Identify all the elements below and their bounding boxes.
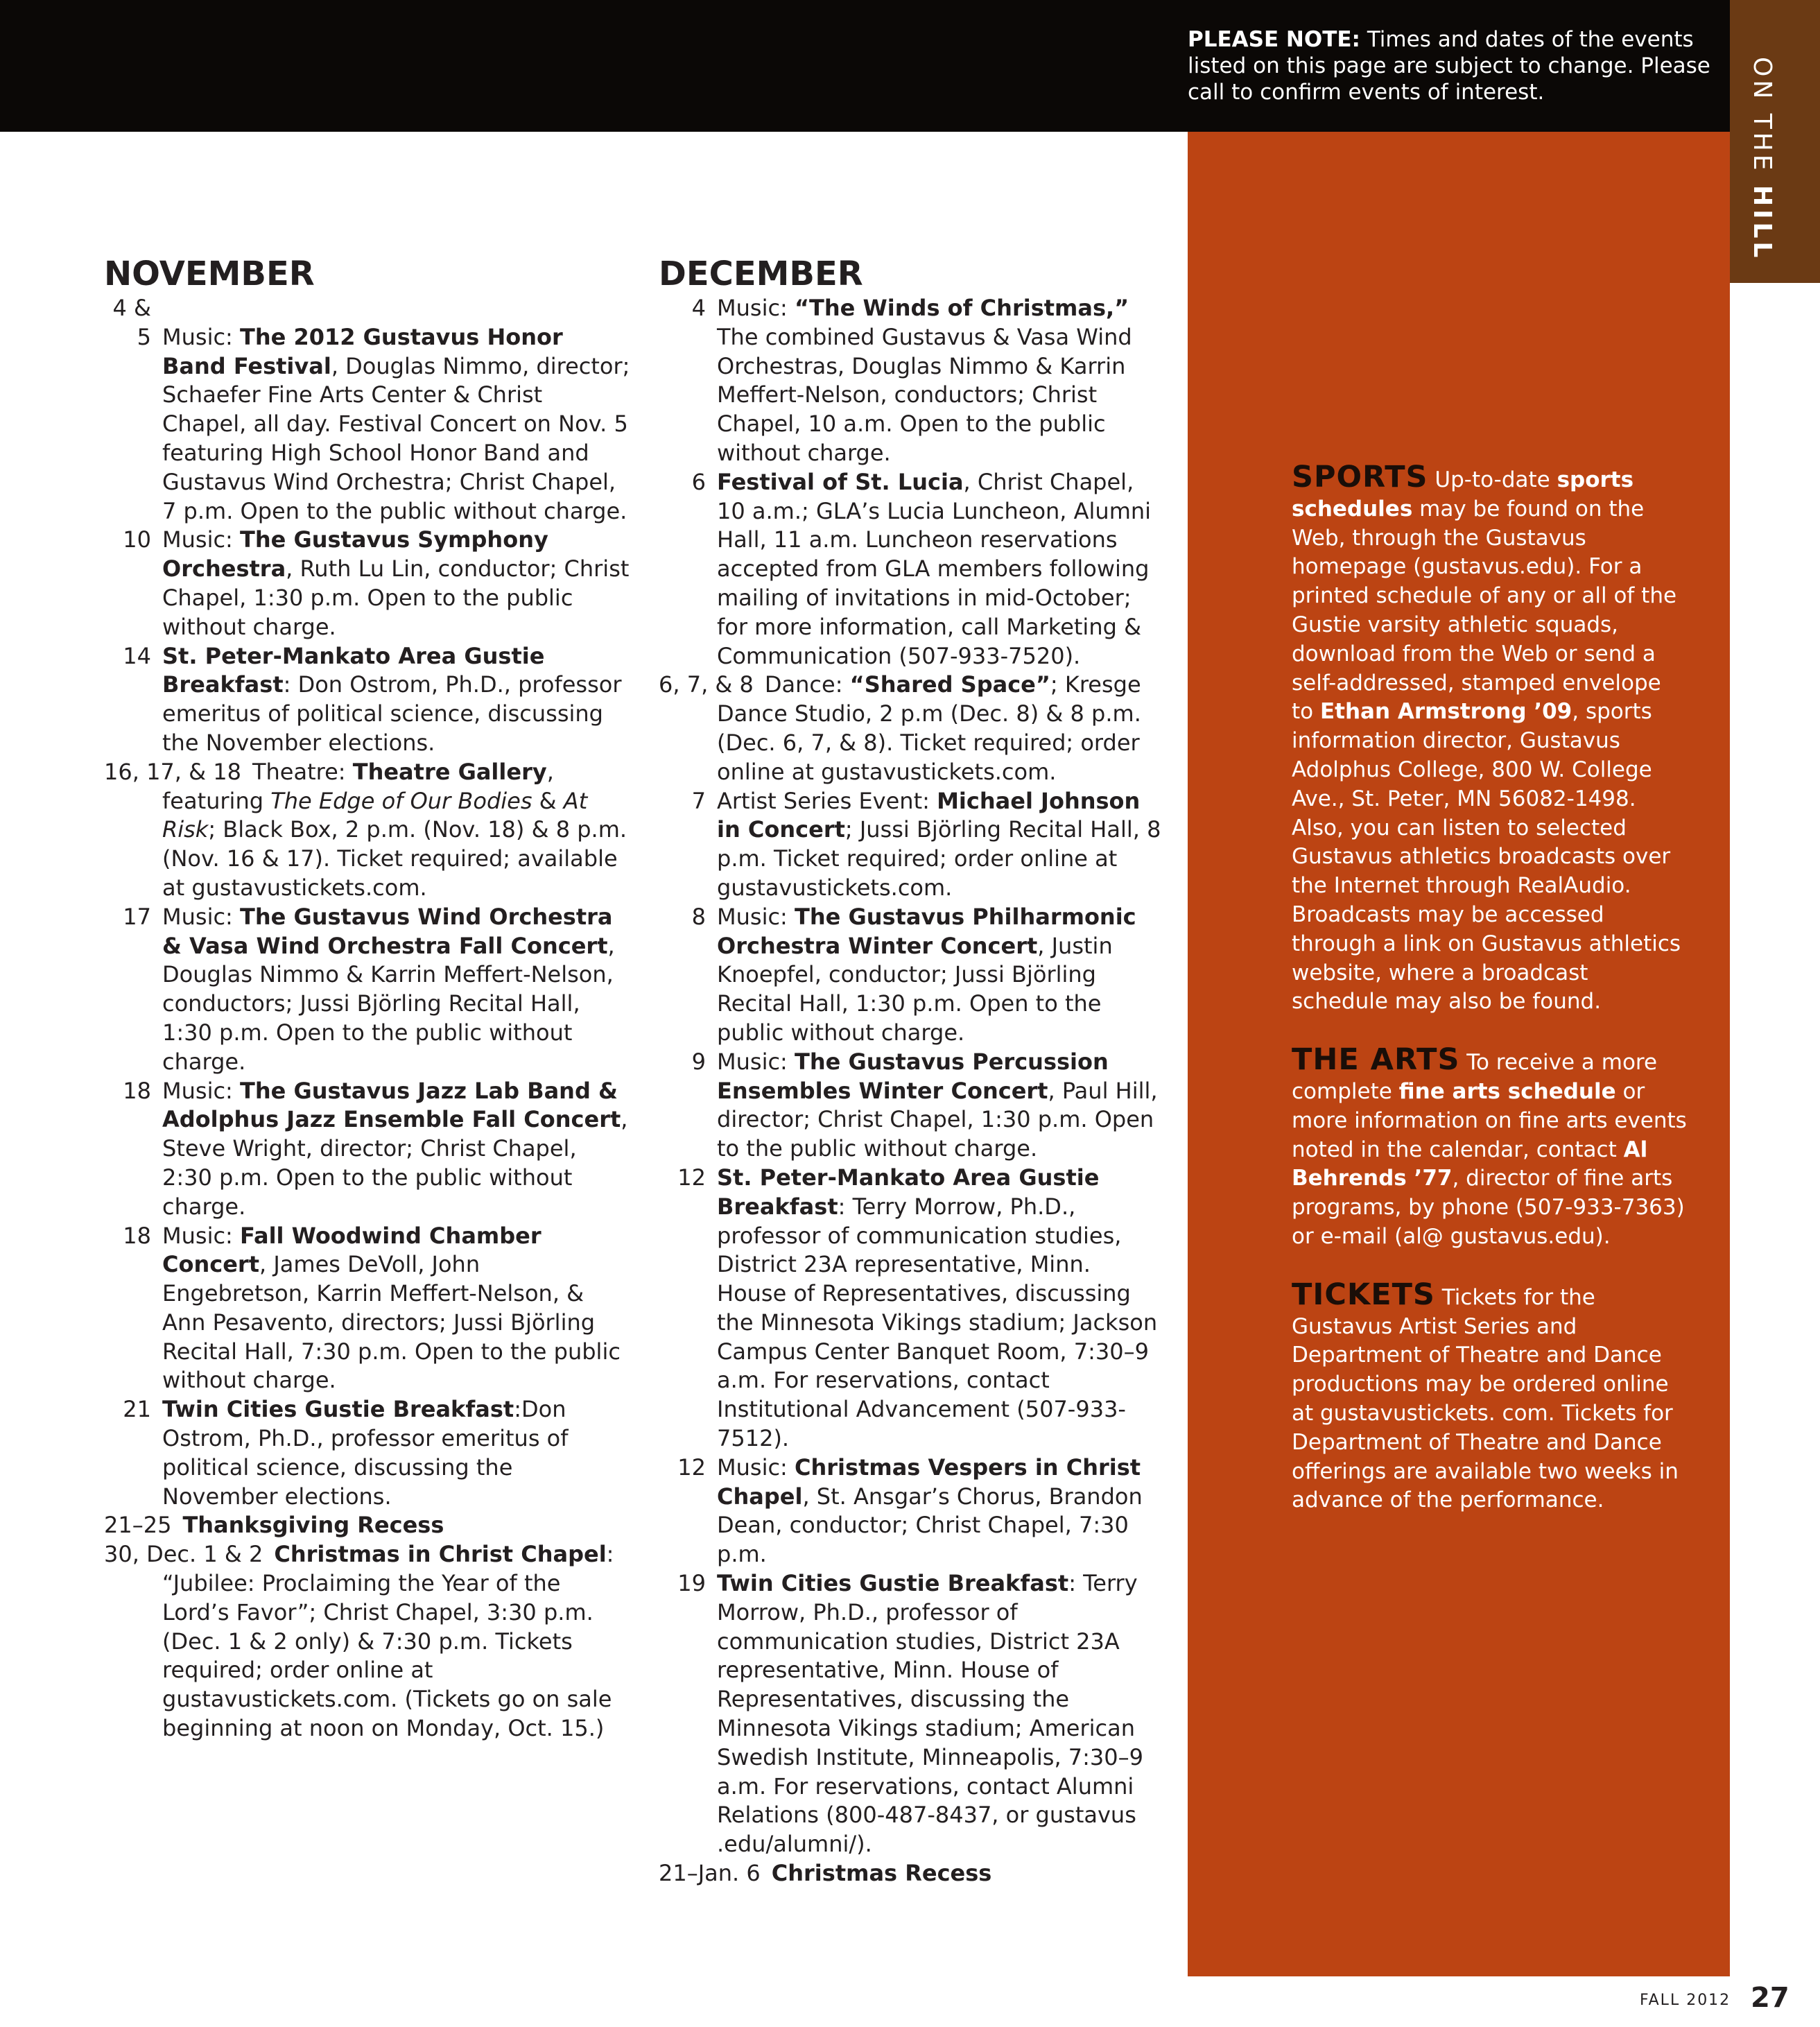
bold-text: The 2012 Gustavus Honor Band Festival bbox=[162, 323, 563, 379]
event-date: 12 bbox=[677, 1164, 706, 1191]
bold-text: fine arts schedule bbox=[1398, 1078, 1616, 1104]
bold-text: Twin Cities Gustie Breakfast bbox=[717, 1570, 1069, 1597]
text: , director of fine arts programs, by phone (507-933-7363) or e-mail (al@ gustavus.edu). bbox=[1292, 1166, 1685, 1249]
note-label: PLEASE NOTE: bbox=[1188, 27, 1360, 52]
month-heading-november: NOVEMBER bbox=[104, 255, 315, 293]
event-item bbox=[659, 1569, 1165, 1859]
bold-text: Theatre Gallery bbox=[352, 758, 547, 785]
month-heading-december: DECEMBER bbox=[659, 255, 863, 293]
text: , St. Ansgar’s Chorus, Brandon Dean, conductor; Christ Chapel, 7:30 p.m. bbox=[717, 1483, 1143, 1568]
text: The combined Gustavus & Vasa Wind Orchestras, Douglas Nimmo & Karrin Meffert-Nelson, conductors; Christ Chapel, 10 a.m. Open to the public without charge. bbox=[717, 323, 1132, 466]
event-date: 18 bbox=[123, 1222, 151, 1249]
bold-text: “Shared Space” bbox=[849, 671, 1050, 698]
text: :Don Ostrom, Ph.D., professor emeritus of political science, discussing the November elections. bbox=[162, 1396, 569, 1510]
text: & bbox=[532, 787, 564, 814]
bold-text: “The Winds of Christmas,” bbox=[795, 295, 1129, 321]
event-item bbox=[104, 642, 631, 758]
sidebar-heading: THE ARTS bbox=[1292, 1042, 1460, 1078]
text: , Steve Wright, director; Christ Chapel, 2:30 p.m. Open to the public without charge. bbox=[162, 1106, 628, 1220]
december-column bbox=[659, 254, 1165, 1888]
text: Music: bbox=[162, 903, 240, 930]
event-item bbox=[104, 1395, 631, 1511]
event-item bbox=[659, 1859, 1165, 1888]
text: , Ruth Lu Lin, conductor; Christ Chapel, 1:30 p.m. Open to the public without charge. bbox=[162, 555, 630, 640]
text: , Justin Knoepfel, conductor; Jussi Björling Recital Hall, 1:30 p.m. Open to the public without charge. bbox=[717, 932, 1113, 1046]
event-item bbox=[104, 526, 631, 641]
november-events bbox=[104, 294, 631, 1743]
event-date: 4 & 5 bbox=[112, 295, 151, 350]
sidebar-section-the-arts bbox=[1292, 1042, 1687, 1252]
sidebar-heading: TICKETS bbox=[1292, 1277, 1435, 1312]
italic-text: At Risk bbox=[162, 787, 588, 843]
event-date: 9 bbox=[691, 1048, 706, 1075]
text: Music: bbox=[717, 295, 795, 321]
bold-text: Ethan Armstrong ’09 bbox=[1319, 699, 1572, 725]
note-text: Times and dates of the events listed on this page are subject to change. Please call to confirm events of interest. bbox=[1188, 27, 1710, 105]
event-item bbox=[104, 903, 631, 1077]
text: , sports information director, Gustavus Adolphus College, 800 W. College Ave., St. Peter, MN 56082-1498. Also, you can listen to selected Gustavus athletics broadcasts over the Internet through RealAudio. Broadcasts may be accessed through a link on Gustavus athletics website, where a broadcast schedule may also be found. bbox=[1292, 699, 1681, 1015]
italic-text: The Edge of Our Bodies bbox=[270, 787, 532, 814]
event-item bbox=[659, 1454, 1165, 1569]
event-date: 16, 17, & 18 bbox=[104, 758, 241, 785]
event-item bbox=[104, 1222, 631, 1396]
sidebar-section-sports bbox=[1292, 460, 1687, 1017]
text: : Terry Morrow, Ph.D., professor of communication studies, District 23A representative, Minn. House of Representatives, discussing the Minnesota Vikings stadium; Jackson Campus Center Banquet Room, 7:30–9 a.m. For reservations, contact Institutional Advancement (507-933-7512). bbox=[717, 1193, 1158, 1452]
text: , Paul Hill, director; Christ Chapel, 1:30 p.m. Open to the public without charge. bbox=[717, 1077, 1158, 1162]
event-item bbox=[659, 787, 1165, 903]
event-item bbox=[104, 1511, 631, 1540]
november-column bbox=[104, 254, 631, 1743]
text: Music: bbox=[162, 323, 240, 350]
please-note bbox=[1188, 26, 1722, 105]
bold-text: Fall Woodwind Chamber Concert bbox=[162, 1222, 541, 1278]
text: Music: bbox=[162, 1222, 240, 1249]
event-item bbox=[104, 1077, 631, 1222]
text: ; Kresge Dance Studio, 2 p.m (Dec. 8) & 8 p.m. (Dec. 6, 7, & 8). Ticket required; order online at gustavustickets.com. bbox=[717, 671, 1141, 785]
event-date: 30, Dec. 1 & 2 bbox=[104, 1541, 263, 1568]
text: : “Jubilee: Proclaiming the Year of the Lord’s Favor”; Christ Chapel, 3:30 p.m. (Dec. 1 & 2 only) & 7:30 p.m. Tickets required; order online at gustavustickets.com. (Tickets go on sale beginning at noon on Monday, Oct. 15.) bbox=[162, 1541, 614, 1742]
text: , Douglas Nimmo, director; Schaefer Fine Arts Center & Christ Chapel, all day. Festival Concert on Nov. 5 featuring High School Honor Band and Gustavus Wind Orchestra; Christ Chapel, 7 p.m. Open to the public without charge. bbox=[162, 352, 630, 524]
bold-text: The Gustavus Wind Orchestra & Vasa Wind Orchestra Fall Concert bbox=[162, 903, 613, 959]
text: may be found on the Web, through the Gustavus homepage (gustavus.edu). For a printed schedule of any or all of the Gustie varsity athletic squads, download from the Web or send a self-addressed, stamped envelope to bbox=[1292, 496, 1677, 725]
event-date: 14 bbox=[123, 642, 151, 669]
event-date: 18 bbox=[123, 1077, 151, 1104]
sidebar-section-tickets bbox=[1292, 1277, 1687, 1515]
bold-text: The Gustavus Percussion Ensembles Winter Concert bbox=[717, 1048, 1109, 1104]
text: ; Jussi Björling Recital Hall, 8 p.m. Ticket required; order online at gustavustickets.com. bbox=[717, 816, 1161, 901]
event-item bbox=[104, 758, 631, 903]
bold-text: Christmas Recess bbox=[771, 1860, 992, 1887]
bold-text: Twin Cities Gustie Breakfast bbox=[162, 1396, 514, 1423]
text: , James DeVoll, John Engebretson, Karrin Meffert-Nelson, & Ann Pesavento, directors; Jussi Björling Recital Hall, 7:30 p.m. Open to the public without charge. bbox=[162, 1251, 621, 1394]
text: , Douglas Nimmo & Karrin Meffert-Nelson, conductors; Jussi Björling Recital Hall, 1:30 p.m. Open to the public without charge. bbox=[162, 932, 615, 1075]
text: or more information on fine arts events noted in the calendar, contact bbox=[1292, 1078, 1687, 1162]
tab-bold: HILL bbox=[1748, 184, 1776, 261]
sidebar-content bbox=[1292, 460, 1687, 1544]
event-item bbox=[104, 1540, 631, 1743]
text: Music: bbox=[717, 903, 795, 930]
bold-text: The Gustavus Symphony Orchestra bbox=[162, 526, 548, 583]
text: Theatre: bbox=[252, 758, 353, 785]
text: : Terry Morrow, Ph.D., professor of communication studies, District 23A representative, Minn. House of Representatives, discussing the Minnesota Vikings stadium; American Swedish Institute, Minneapolis, 7:30–9 a.m. For reservations, contact Alumni Relations (800-487-8437, or gustavus .edu/alumni/). bbox=[717, 1570, 1143, 1858]
bold-text: Christmas in Christ Chapel bbox=[274, 1541, 607, 1568]
bold-text: St. Peter-Mankato Area Gustie Breakfast bbox=[162, 642, 545, 698]
text: Music: bbox=[162, 526, 240, 553]
event-item bbox=[659, 1164, 1165, 1454]
text: Tickets for the Gustavus Artist Series and Department of Theatre and Dance productions may be ordered online at gustavustickets. com. Tickets for Department of Theatre and Dance offerings are available two weeks in advance of the performance. bbox=[1292, 1284, 1679, 1513]
bold-text: sports schedules bbox=[1292, 467, 1634, 521]
event-item bbox=[659, 671, 1165, 786]
event-date: 7 bbox=[691, 787, 706, 814]
event-date: 21–25 bbox=[104, 1512, 172, 1539]
page-number: 27 bbox=[1751, 1982, 1789, 2014]
text: Music: bbox=[717, 1048, 795, 1075]
text: : Don Ostrom, Ph.D., professor emeritus of political science, discussing the November elections. bbox=[162, 671, 622, 756]
bold-text: St. Peter-Mankato Area Gustie Breakfast bbox=[717, 1164, 1100, 1220]
bold-text: The Gustavus Philharmonic Orchestra Winter Concert bbox=[717, 903, 1136, 959]
event-item bbox=[659, 903, 1165, 1048]
bold-text: Thanksgiving Recess bbox=[182, 1512, 444, 1539]
event-item bbox=[659, 294, 1165, 468]
event-date: 8 bbox=[691, 903, 706, 930]
section-tab-label bbox=[1748, 57, 1776, 261]
event-date: 6 bbox=[691, 468, 706, 495]
event-item bbox=[659, 468, 1165, 671]
december-events bbox=[659, 294, 1165, 1888]
text: To receive a more complete bbox=[1292, 1050, 1658, 1104]
text: Dance: bbox=[764, 671, 850, 698]
text: Artist Series Event: bbox=[717, 787, 937, 814]
event-item bbox=[104, 294, 631, 526]
bold-text: Christmas Vespers in Christ Chapel bbox=[717, 1454, 1141, 1510]
text: Music: bbox=[717, 1454, 795, 1481]
text: Music: bbox=[162, 1077, 240, 1104]
event-date: 17 bbox=[123, 903, 151, 930]
event-date: 10 bbox=[123, 526, 151, 553]
bold-text: Al Behrends ’77 bbox=[1292, 1137, 1648, 1191]
issue-label: FALL 2012 bbox=[1640, 1992, 1731, 2009]
text: , featuring bbox=[162, 758, 554, 814]
event-date: 4 bbox=[691, 295, 706, 321]
bold-text: Michael Johnson in Concert bbox=[717, 787, 1141, 843]
text: ; Black Box, 2 p.m. (Nov. 18) & 8 p.m. (Nov. 16 & 17). Ticket required; available at gustavustickets.com. bbox=[162, 816, 627, 901]
bold-text: The Gustavus Jazz Lab Band & Adolphus Jazz Ensemble Fall Concert bbox=[162, 1077, 621, 1133]
tab-prefix: ON THE bbox=[1748, 57, 1776, 185]
sidebar-heading: SPORTS bbox=[1292, 460, 1428, 494]
text: , Christ Chapel, 10 a.m.; GLA’s Lucia Luncheon, Alumni Hall, 11 a.m. Luncheon reservations accepted from GLA members following mailing of invitations in mid-October; for more information, call Marketing & Communication (507-933-7520). bbox=[717, 468, 1152, 669]
bold-text: Festival of St. Lucia bbox=[717, 468, 964, 495]
event-date: 6, 7, & 8 bbox=[659, 671, 754, 698]
event-date: 21–Jan. 6 bbox=[659, 1860, 761, 1887]
event-item bbox=[659, 1048, 1165, 1164]
event-date: 12 bbox=[677, 1454, 706, 1481]
event-date: 19 bbox=[677, 1570, 706, 1597]
event-date: 21 bbox=[123, 1396, 151, 1423]
text: Up-to-date bbox=[1428, 467, 1557, 492]
